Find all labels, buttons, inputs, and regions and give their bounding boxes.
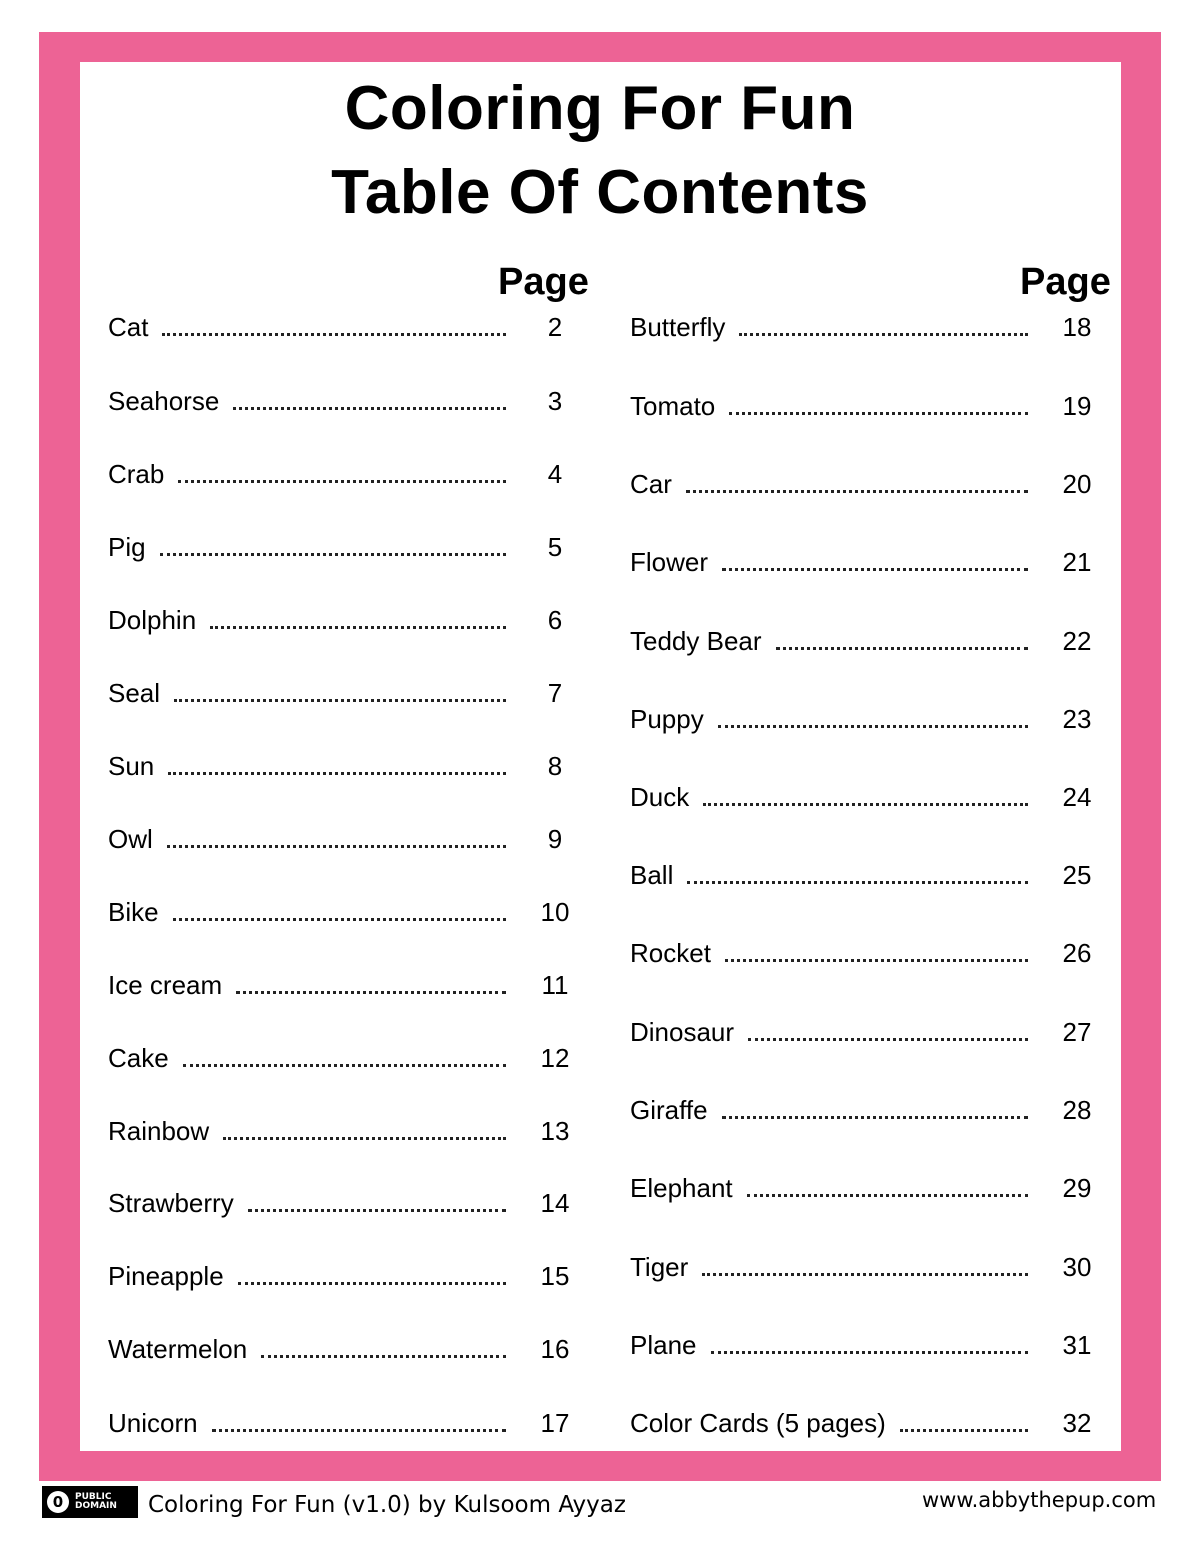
dot-leader bbox=[223, 1137, 506, 1140]
badge-line-1: PUBLIC bbox=[75, 1491, 112, 1502]
toc-entry-label: Dolphin bbox=[108, 605, 197, 635]
toc-entry bbox=[630, 310, 1114, 344]
toc-entry bbox=[630, 780, 1114, 814]
toc-entry-label: Puppy bbox=[630, 704, 704, 734]
public-domain-badge bbox=[42, 1486, 138, 1518]
toc-entry bbox=[108, 1332, 592, 1366]
toc-entry-page-number: 3 bbox=[547, 386, 563, 416]
toc-entry-page-number: 5 bbox=[547, 532, 563, 562]
toc-entry bbox=[108, 1041, 592, 1075]
toc-entry-label: Rainbow bbox=[108, 1116, 210, 1146]
toc-entry-label: Duck bbox=[630, 782, 690, 812]
toc-entry-page-number: 17 bbox=[540, 1408, 570, 1438]
toc-entry-label: Plane bbox=[630, 1330, 697, 1360]
dot-leader bbox=[238, 1282, 506, 1285]
dot-leader bbox=[248, 1209, 506, 1212]
toc-entry bbox=[630, 1406, 1114, 1440]
badge-text bbox=[75, 1493, 117, 1512]
toc-entry-page-number: 19 bbox=[1062, 391, 1092, 421]
toc-entry bbox=[108, 1114, 592, 1148]
toc-entry-page-number: 9 bbox=[547, 824, 563, 854]
toc-entry bbox=[630, 545, 1114, 579]
toc-entry bbox=[108, 749, 592, 783]
toc-entry-label: Strawberry bbox=[108, 1188, 234, 1218]
dot-leader bbox=[183, 1064, 506, 1067]
footer-website-link[interactable]: www.abbythepup.com bbox=[922, 1488, 1157, 1512]
toc-entry-page-number: 16 bbox=[540, 1334, 570, 1364]
toc-entry-label: Ice cream bbox=[108, 970, 223, 1000]
toc-entry-page-number: 32 bbox=[1062, 1408, 1092, 1438]
dot-leader bbox=[233, 407, 506, 410]
toc-entry-label: Pineapple bbox=[108, 1261, 224, 1291]
dot-leader bbox=[722, 568, 1028, 571]
dot-leader bbox=[160, 553, 506, 556]
toc-entry-page-number: 14 bbox=[540, 1188, 570, 1218]
toc-entry bbox=[108, 822, 592, 856]
toc-entry-page-number: 28 bbox=[1062, 1095, 1092, 1125]
toc-entry bbox=[108, 457, 592, 491]
dot-leader bbox=[162, 333, 506, 336]
toc-entry bbox=[630, 1171, 1114, 1205]
badge-line-2: DOMAIN bbox=[75, 1501, 117, 1511]
toc-entry-label: Owl bbox=[108, 824, 153, 854]
dot-leader bbox=[900, 1429, 1028, 1432]
dot-leader bbox=[722, 1116, 1028, 1119]
dot-leader bbox=[703, 803, 1028, 806]
toc-entry-label: Elephant bbox=[630, 1173, 733, 1203]
toc-entry-label: Flower bbox=[630, 547, 709, 577]
dot-leader bbox=[210, 626, 506, 629]
toc-entry-label: Giraffe bbox=[630, 1095, 708, 1125]
toc-entry-label: Teddy Bear bbox=[630, 626, 762, 656]
toc-entry-label: Color Cards (5 pages) bbox=[630, 1408, 886, 1438]
toc-entry bbox=[108, 1259, 592, 1293]
dot-leader bbox=[739, 333, 1028, 336]
toc-entry-page-number: 26 bbox=[1062, 938, 1092, 968]
dot-leader bbox=[747, 1194, 1028, 1197]
toc-entry bbox=[108, 1186, 592, 1220]
toc-entry-page-number: 21 bbox=[1062, 547, 1092, 577]
toc-entry-label: Car bbox=[630, 469, 672, 499]
dot-leader bbox=[729, 412, 1028, 415]
toc-entry-label: Tiger bbox=[630, 1252, 689, 1282]
toc-entry bbox=[630, 1015, 1114, 1049]
toc-entry bbox=[630, 1093, 1114, 1127]
dot-leader bbox=[174, 699, 506, 702]
toc-entry bbox=[630, 1328, 1114, 1362]
toc-entry bbox=[108, 310, 592, 344]
toc-entry bbox=[630, 936, 1114, 970]
toc-entry bbox=[630, 858, 1114, 892]
toc-entry-label: Rocket bbox=[630, 938, 711, 968]
toc-entry bbox=[630, 624, 1114, 658]
dot-leader bbox=[178, 480, 506, 483]
toc-entry bbox=[630, 389, 1114, 423]
toc-entry-label: Seal bbox=[108, 678, 161, 708]
dot-leader bbox=[725, 959, 1028, 962]
toc-entry-page-number: 22 bbox=[1062, 626, 1092, 656]
dot-leader bbox=[687, 881, 1028, 884]
toc-entry-label: Watermelon bbox=[108, 1334, 248, 1364]
dot-leader bbox=[686, 490, 1028, 493]
toc-entry-page-number: 29 bbox=[1062, 1173, 1092, 1203]
page-title: Coloring For Fun bbox=[344, 74, 856, 143]
toc-entry-page-number: 2 bbox=[547, 312, 563, 342]
toc-entry-page-number: 25 bbox=[1062, 860, 1092, 890]
toc-entry-label: Cat bbox=[108, 312, 149, 342]
toc-entry-page-number: 10 bbox=[540, 897, 570, 927]
toc-entry bbox=[108, 676, 592, 710]
dot-leader bbox=[168, 772, 506, 775]
toc-entry-page-number: 27 bbox=[1062, 1017, 1092, 1047]
toc-entry-page-number: 4 bbox=[547, 459, 563, 489]
toc-entry-page-number: 31 bbox=[1062, 1330, 1092, 1360]
dot-leader bbox=[173, 918, 506, 921]
public-domain-icon: 0 bbox=[47, 1491, 69, 1513]
dot-leader bbox=[711, 1351, 1029, 1354]
dot-leader bbox=[718, 725, 1028, 728]
toc-entry-label: Pig bbox=[108, 532, 146, 562]
toc-entry-page-number: 18 bbox=[1062, 312, 1092, 342]
page-subtitle: Table Of Contents bbox=[331, 158, 869, 227]
toc-entry-label: Sun bbox=[108, 751, 155, 781]
toc-entry-page-number: 12 bbox=[540, 1043, 570, 1073]
toc-entry-label: Cake bbox=[108, 1043, 169, 1073]
toc-entry-page-number: 7 bbox=[547, 678, 563, 708]
dot-leader bbox=[236, 991, 506, 994]
toc-entry-label: Crab bbox=[108, 459, 165, 489]
footer-credit: Coloring For Fun (v1.0) by Kulsoom Ayyaz bbox=[148, 1492, 626, 1518]
toc-entry-page-number: 30 bbox=[1062, 1252, 1092, 1282]
toc-entry bbox=[108, 530, 592, 564]
dot-leader bbox=[167, 845, 506, 848]
toc-entry bbox=[630, 702, 1114, 736]
toc-entry-page-number: 20 bbox=[1062, 469, 1092, 499]
toc-entry bbox=[108, 895, 592, 929]
left-page-column-header: Page bbox=[498, 261, 589, 303]
toc-entry-label: Tomato bbox=[630, 391, 716, 421]
dot-leader bbox=[261, 1355, 506, 1358]
toc-entry-label: Dinosaur bbox=[630, 1017, 735, 1047]
dot-leader bbox=[776, 647, 1028, 650]
toc-entry-label: Ball bbox=[630, 860, 674, 890]
toc-entry bbox=[630, 1250, 1114, 1284]
right-page-column-header: Page bbox=[1020, 261, 1111, 303]
toc-entry bbox=[108, 1406, 592, 1440]
toc-entry-page-number: 6 bbox=[547, 605, 563, 635]
dot-leader bbox=[212, 1429, 506, 1432]
toc-entry bbox=[630, 467, 1114, 501]
toc-entry-label: Unicorn bbox=[108, 1408, 198, 1438]
toc-entry bbox=[108, 968, 592, 1002]
toc-entry-page-number: 15 bbox=[540, 1261, 570, 1291]
toc-entry bbox=[108, 603, 592, 637]
dot-leader bbox=[748, 1038, 1028, 1041]
toc-entry-page-number: 24 bbox=[1062, 782, 1092, 812]
toc-entry-page-number: 8 bbox=[547, 751, 563, 781]
toc-entry-page-number: 23 bbox=[1062, 704, 1092, 734]
toc-entry-page-number: 13 bbox=[540, 1116, 570, 1146]
toc-entry bbox=[108, 384, 592, 418]
toc-entry-label: Bike bbox=[108, 897, 159, 927]
toc-entry-label: Seahorse bbox=[108, 386, 220, 416]
toc-entry-page-number: 11 bbox=[541, 970, 569, 1000]
toc-entry-label: Butterfly bbox=[630, 312, 726, 342]
dot-leader bbox=[702, 1273, 1028, 1276]
